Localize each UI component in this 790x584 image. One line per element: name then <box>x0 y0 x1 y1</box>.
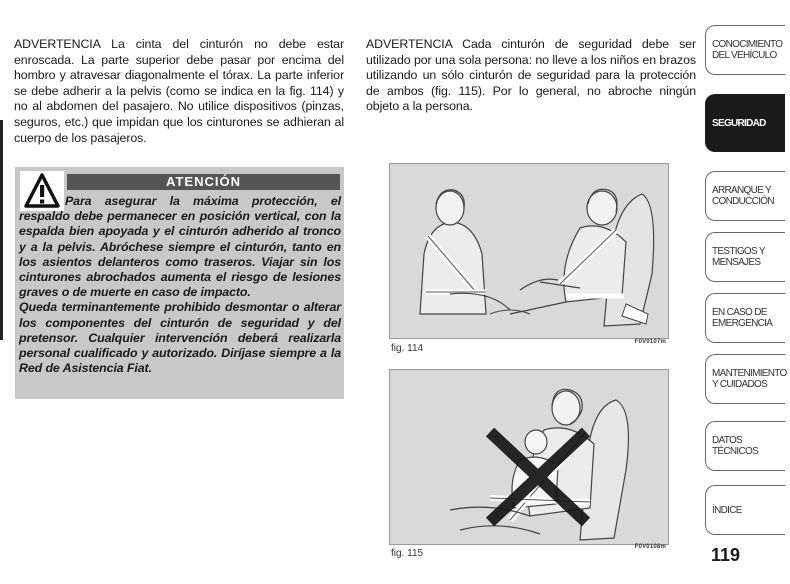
figure-115-caption: fig. 115 <box>391 548 424 559</box>
tab-mantenimiento-y-cuidados[interactable]: MANTENIMIENTO Y CUIDADOS <box>705 354 785 404</box>
seatbelt-adults-illustration <box>390 164 668 338</box>
warning-title: ATENCIÓN <box>67 174 340 190</box>
left-advertencia-paragraph: ADVERTENCIA La cinta del cinturón no debe estar enroscada. La parte superior debe pasar por encima del hombro y atravesar diagonalmente el tórax. La parte inferior se debe adherir a la pelvis (como se indica en la fig. 114) y no al abdomen del pasajero. No utilice dispositivos (pinzas, seguros, etc.) que impidan que los cinturones se adhieran al cuerpo de los pasajeros. <box>14 37 344 145</box>
right-advertencia-paragraph: ADVERTENCIA Cada cinturón de seguridad debe ser utilizado por una sola persona: no lleve a los niños en brazos utilizando un sólo cinturón de seguridad para la protección de ambos (fig. 115). Por lo general, no abroche ningún objeto a la persona. <box>366 37 696 114</box>
tab-datos-tecnicos[interactable]: DATOS TÉCNICOS <box>705 421 785 471</box>
page-number: 119 <box>711 545 741 565</box>
warning-box <box>15 167 344 399</box>
tab-arranque-y-conduccion[interactable]: ARRANQUE Y CONDUCCIÓN <box>705 171 785 221</box>
figure-115-illustration <box>389 369 669 545</box>
tab-conocimiento-del-vehiculo[interactable]: CONOCIMIENTO DEL VEHÍCULO <box>705 25 785 75</box>
tab-indice[interactable]: ÍNDICE <box>705 485 785 535</box>
warning-paragraph-2: Queda terminantemente prohibido desmontar o alterar los componentes del cinturón de seguridad y del pretensor. Cualquier intervención deberá realizarla personal cualificado y autorizado. Diríjase siempre a la Red de Asistencia Fiat. <box>19 300 341 376</box>
figure-114-code: F0V0107m <box>634 339 666 345</box>
warning-body <box>19 194 341 376</box>
figure-115-code: F0V0108m <box>634 544 666 550</box>
warning-paragraph-1: Para asegurar la máxima protección, el respaldo debe permanecer en posición vertical, con la espalda bien apoyada y el cinturón adherido al tronco y a la pelvis. Abróchese siempre el cinturón, tanto en los asientos delanteros como traseros. Viajar sin los cinturones abrochados aumenta el riesgo de lesiones graves o de muerte en caso de impacto. <box>19 194 341 300</box>
figure-114-illustration <box>389 163 669 339</box>
tab-testigos-y-mensajes[interactable]: TESTIGOS Y MENSAJES <box>705 232 785 282</box>
page-edge-mark <box>0 120 3 340</box>
tab-en-caso-de-emergencia[interactable]: EN CASO DE EMERGENCIA <box>705 293 785 343</box>
seatbelt-child-prohibited-illustration <box>390 370 668 544</box>
figure-114-caption: fig. 114 <box>391 343 424 354</box>
tab-seguridad[interactable]: SEGURIDAD <box>705 94 785 152</box>
